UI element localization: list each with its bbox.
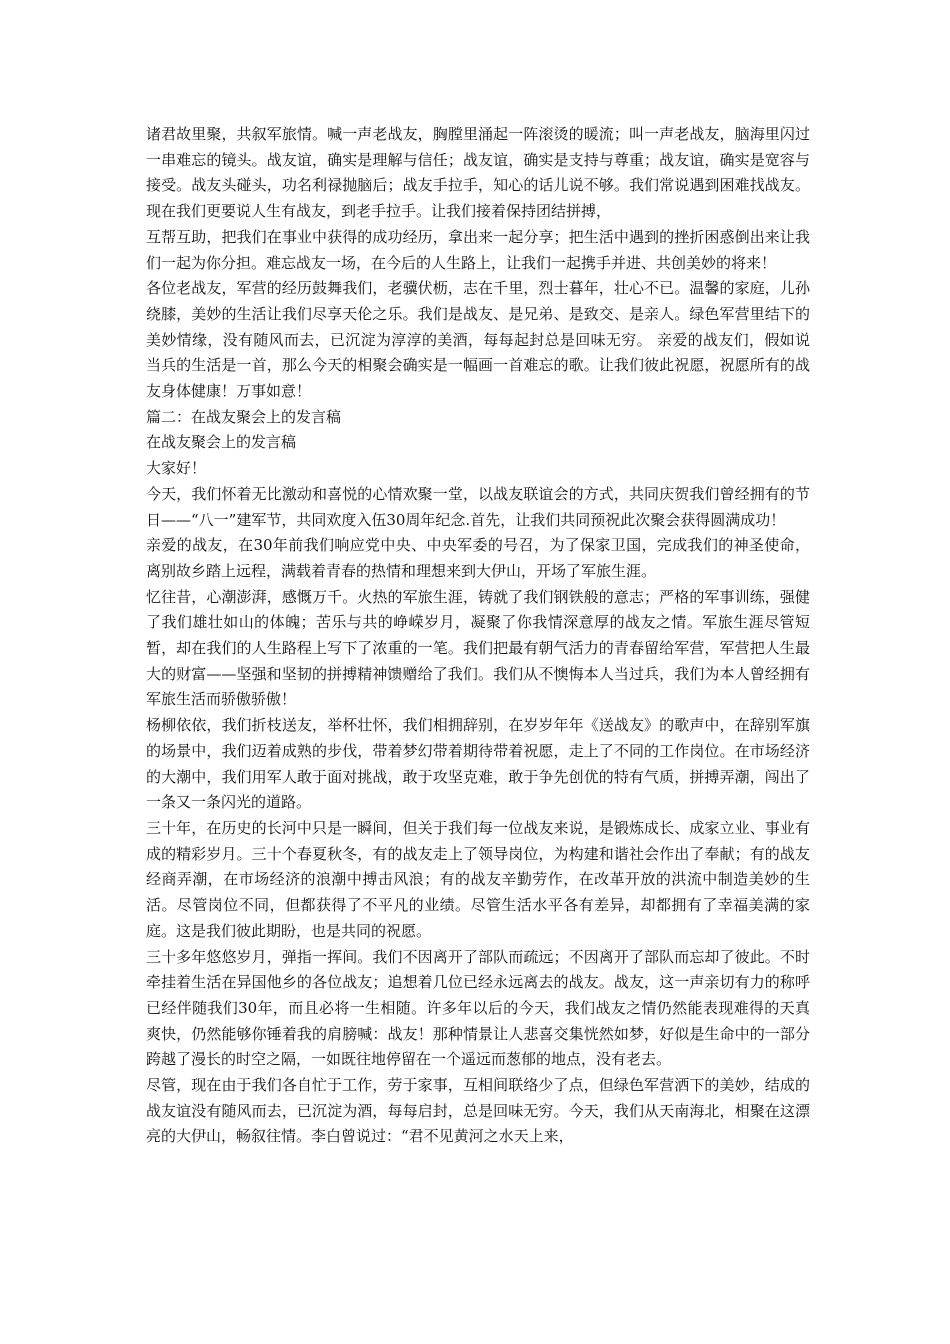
speech-title: 在战友聚会上的发言稿 [146,433,297,452]
paragraph-recollection: 忆往昔，心潮澎湃，感慨万千。火热的军旅生涯，铸就了我们钢铁般的意志；严格的军事训练，强健了我们雄壮如山的体魄；苦乐与共的峥嵘岁月，凝聚了你我情深意厚的战友之情。军旅生涯尽管短暂，却在我们的人生路程上写下了浓重的一笔。我们把最有朝气活力的青春留给军营，军营把人生最大的财富——坚强和坚韧的拼搏精神馈赠给了我们。我们从不懊悔本人当过兵，我们为本人曾经拥有军旅生活而骄傲骄傲！ [146,587,810,709]
section-heading: 篇二：在战友聚会上的发言稿 [146,407,342,426]
paragraph-farewell: 杨柳依依，我们折枝送友，举杯壮怀，我们相拥辞别，在岁岁年年《送战友》的歌声中，在辞别军旗的场景中，我们迈着成熟的步伐，带着梦幻带着期待带着祝愿，走上了不同的工作岗位。在市场经济的大潮中，我们用军人敢于面对挑战，敢于攻坚克难，敢于争先创优的特有气质，拼搏弄潮，闯出了一条又一条闪光的道路。 [146,716,810,812]
document-page [146,122,810,1150]
paragraph-old-comrades: 各位老战友，军营的经历鼓舞我们，老骥伏枥，志在千里，烈士暮年，壮心不已。温馨的家庭，儿孙绕膝，美妙的生活让我们尽享天伦之乐。我们是战友、是兄弟、是致交、是亲人。绿色军营里结下的美妙情缘，没有随风而去，已沉淀为淳淳的美酒，每每起封总是回味无穷。 亲爱的战友们，假如说当兵的生活是一首，那么今天的相聚会确实是一幅画一首难忘的歌。让我们彼此祝愿，祝愿所有的战友身体健康！万事如意！ [146,279,810,401]
paragraph-memories: 三十多年悠悠岁月，弹指一挥间。我们不因离开了部队而疏远；不因离开了部队而忘却了彼此。不时牵挂着生活在异国他乡的各位战友；追想着几位已经永远离去的战友。战友，这一声亲切有力的称呼已经伴随我们30年，而且必将一生相随。许多年以后的今天，我们战友之情仍然能表现难得的天真爽快，仍然能够你锤着我的肩膀喊：战友！那种情景让人悲喜交集恍然如梦，好似是生命中的一部分跨越了漫长的时空之隔，一如既往地停留在一个遥远而葱郁的地点，没有老去。 [146,947,810,1069]
paragraph-30-years-ago: 亲爱的战友，在30年前我们响应党中央、中央军委的号召，为了保家卫国，完成我们的神圣使命，离别故乡踏上远程，满载着青春的热情和理想来到大伊山，开场了军旅生涯。 [146,536,810,580]
paragraph-opening: 诸君故里聚，共叙军旅情。喊一声老战友，胸膛里涌起一阵滚烫的暖流；叫一声老战友，脑海里闪过一串难忘的镜头。战友谊，确实是理解与信任；战友谊，确实是支持与尊重；战友谊，确实是宽容与接受。战友头碰头，功名利禄抛脑后；战友手拉手，知心的话儿说不够。我们常说遇到困难找战友。现在我们更要说人生有战友，到老手拉手。让我们接着保持团结拼搏， [146,125,810,221]
paragraph-mutual-help: 互帮互助，把我们在事业中获得的成功经历，拿出来一起分享；把生活中遇到的挫折困惑倒出来让我们一起为你分担。难忘战友一场，在今后的人生路上，让我们一起携手并进、共创美妙的将来！ [146,227,810,272]
paragraph-thirty-years: 三十年，在历史的长河中只是一瞬间，但关于我们每一位战友来说，是锻炼成长、成家立业、事业有成的精彩岁月。三十个春夏秋冬，有的战友走上了领导岗位，为构建和谐社会作出了奉献；有的战友经商弄潮，在市场经济的浪潮中搏击风浪；有的战友辛勤劳作，在改革开放的洪流中制造美妙的生活。尽管岗位不同，但都获得了不平凡的业绩。尽管生活水平各有差异，却都拥有了幸福美满的家庭。这是我们彼此期盼，也是共同的祝愿。 [146,818,810,940]
paragraph-reunion: 尽管，现在由于我们各自忙于工作，劳于家事，互相间联络少了点，但绿色军营洒下的美妙，结成的战友谊没有随风而去，已沉淀为酒，每每启封，总是回味无穷。今天，我们从天南海北，相聚在这漂亮的大伊山，畅叙往情。李白曾说过：“君不见黄河之水天上来， [146,1076,810,1146]
paragraph-today: 今天，我们怀着无比激动和喜悦的心情欢聚一堂，以战友联谊会的方式，共同庆贺我们曾经拥有的节日——“八一”建军节，共同欢度入伍30周年纪念.首先，让我们共同预祝此次聚会获得圆满成功！ [146,484,810,529]
greeting: 大家好！ [146,459,207,478]
